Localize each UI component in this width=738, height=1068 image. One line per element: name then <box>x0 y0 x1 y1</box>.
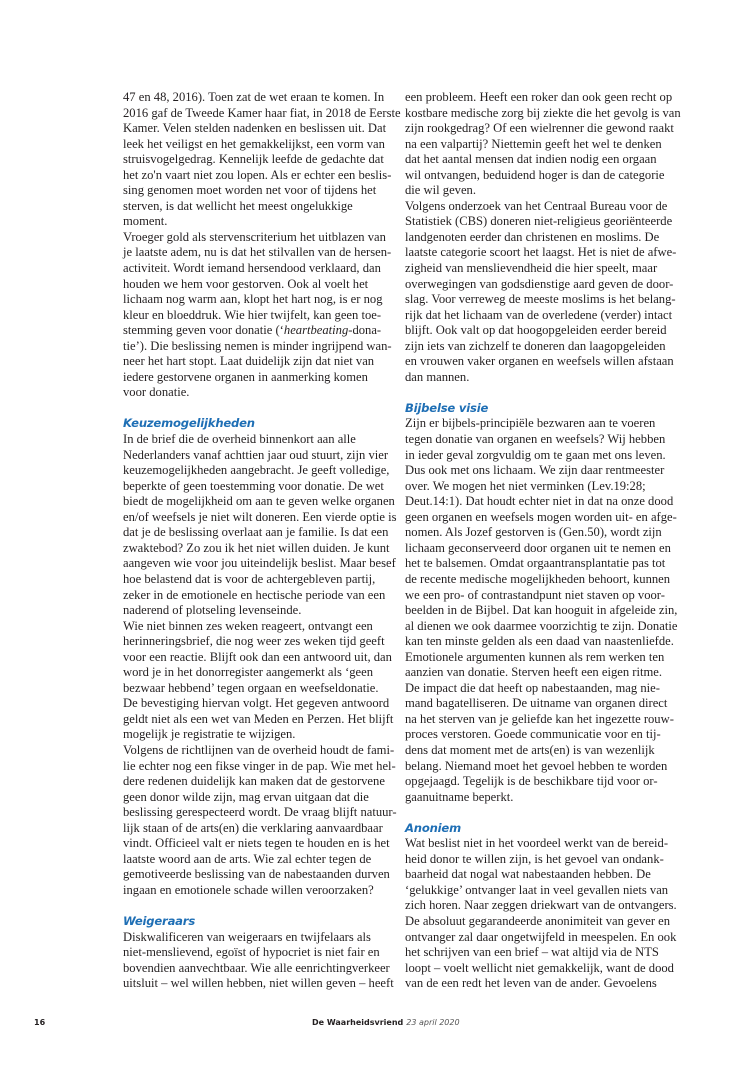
text-line: De impact die dat heeft op nabestaanden, mag nie- <box>405 680 660 695</box>
text-line: In de brief die de overheid binnenkort aan alle <box>123 432 356 447</box>
text-line: ontvanger zal daar ongetwijfeld in meespelen. En ook <box>405 929 677 944</box>
text-line: lichaam nog warm aan, klopt het hart nog, is er nog <box>123 292 383 307</box>
text-line: keuzemogelijkheden aangebracht. Je geeft volledige, <box>123 463 390 478</box>
text-line: rijk dat het lichaam van de overledene (verder) intact <box>405 307 673 322</box>
text-line: en/of weefsels je niet wilt doneren. Een vierde optie is <box>123 509 397 524</box>
text-line: lichaam geconserveerd door organen uit te nemen en <box>405 540 671 555</box>
text-line: Vroeger gold als stervenscriterium het uitblazen van <box>123 229 386 244</box>
text-line: geldt niet als een wet van Meden en Perzen. Het blijft <box>123 711 394 726</box>
text-line: je laatste adem, nu is dat het stilvallen van de hersen- <box>123 245 392 260</box>
text-line: leek het veiligst en het gemakkelijkst, een vorm van <box>123 136 385 151</box>
text-line: 2016 gaf de Tweede Kamer haar fiat, in 2018 de Eerste <box>123 105 401 120</box>
text-line: vindt. Officieel valt er niets tegen te houden en is het <box>123 836 390 851</box>
text-line: lijk staan of de arts(en) die verklaring aanvaardbaar <box>123 820 383 835</box>
text-line: kan ten minste gelden als een daad van naastenliefde. <box>405 634 674 649</box>
section-heading-weigeraars: Weigeraars <box>123 913 196 928</box>
text-line: na een valpartij? Niettemin geeft het wel te denken <box>405 136 662 151</box>
text-line: gemotiveerde beslissing van de nabestaanden durven <box>123 867 390 882</box>
footer-masthead <box>312 1018 460 1027</box>
text-line: tie’). Die beslissing nemen is minder ingrijpend wan- <box>123 338 392 353</box>
text-line: aangeven wie voor jou uiteindelijk beslist. Maar besef <box>123 556 396 571</box>
text-line: al dienen we ook daarmee voorzichtig te zijn. Donatie <box>405 618 678 633</box>
text-line: niet-menslievend, egoïst of hypocriet is niet fair en <box>123 945 380 960</box>
text-line: een probleem. Heeft een roker dan ook geen recht op <box>405 90 673 104</box>
text-line: Zijn er bijbels-principiële bezwaren aan te voeren <box>405 416 656 431</box>
paragraph-group <box>123 339 399 401</box>
text-line: voor een reactie. Blijft ook dan een antwoord uit, dan <box>123 649 392 664</box>
text-line: mand bagatelliseren. De uitname van organen direct <box>405 696 668 711</box>
paragraph-group <box>123 930 399 992</box>
text-line: Wat beslist niet in het voordeel werkt van de bereid- <box>405 836 669 851</box>
text-line: kostbare medische zorg bij ziekte die het gevolg is van <box>405 105 681 120</box>
text-line: tegen donatie van organen en weefsels? Wij hebben <box>405 432 666 447</box>
paragraph-group <box>405 90 681 385</box>
left-column <box>123 90 399 992</box>
text-line: neer het hart stopt. Laat duidelijk zijn dat niet van <box>123 354 375 369</box>
text-line: herinneringsbrief, die nog weer zes weken tijd geeft <box>123 634 385 649</box>
right-column <box>405 90 681 992</box>
text-line: nomen. Als Jozef gestorven is (Gen.50), wordt zijn <box>405 525 662 540</box>
text-line: laatste categorie scoort het laagst. Het is niet de afwe- <box>405 245 677 260</box>
text-line: over. We mogen het niet verminken (Lev.19:28; <box>405 478 646 493</box>
text-line: struisvogelgedrag. Kennelijk leefde de gedachte dat <box>123 152 384 167</box>
text-line: die wil geven. <box>405 183 476 198</box>
text-line: sterven, is dat wellicht het meest ongelukkige <box>123 198 353 213</box>
paragraph-group <box>405 836 681 991</box>
text-line: het schrijven van een brief – wat altijd via de NTS <box>405 945 659 960</box>
text-line: gaanuitname beperkt. <box>405 789 514 804</box>
text-line: aanzien van donatie. Sterven heeft een eigen ritme. <box>405 665 663 680</box>
section-heading-bijbelse-visie: Bijbelse visie <box>405 400 489 415</box>
text-line: Nederlanders vanaf achttien jaar oud stuurt, zijn vier <box>123 447 389 462</box>
text-line: bezwaar hebbend’ tegen orgaan en weefseldonatie. <box>123 680 379 695</box>
text-line: houden we hem voor gestorven. Ook al voelt het <box>123 276 369 291</box>
text-line: landgenoten eerder dan christenen en moslims. De <box>405 229 660 244</box>
text-line: geen donor wilde zijn, mag ervan uitgaan dat die <box>123 789 369 804</box>
text-line: ‘gelukkige’ ontvanger laat in veel gevallen niets van <box>405 882 669 897</box>
text-line: voor donatie. <box>123 385 190 400</box>
text-line: we een pro- of contrastandpunt niet staven op voor- <box>405 587 665 602</box>
text-line: De bevestiging hiervan volgt. Het gegeven antwoord <box>123 696 390 711</box>
text-line: beperkte of geen toestemming voor donatie. De wet <box>123 478 384 493</box>
text-line: zijn rookgedrag? Of een wielrenner die gewond raakt <box>405 121 674 136</box>
text-line: heid donor te willen zijn, is het gevoel van ondank- <box>405 851 664 866</box>
text-line: laatste woord aan de arts. Wie zal echter tegen de <box>123 851 372 866</box>
text-line: van de een redt het leven van de ander. Gevoelens <box>405 976 657 991</box>
paragraph-group <box>405 416 681 805</box>
text-line: geen organen en weefsels mogen worden uit- en afge- <box>405 509 677 524</box>
section-heading-anoniem: Anoniem <box>405 820 461 835</box>
text-line: zich horen. Naar zeggen driekwart van de ontvangers. <box>405 898 677 913</box>
text-line: Deut.14:1). Dat houdt echter niet in dat na onze dood <box>405 494 674 509</box>
text-line: wil ontvangen, beduidend hoger is dan de categorie <box>405 167 665 182</box>
text-line: word je in het donorregister aangemerkt als ‘geen <box>123 665 374 680</box>
text-line: het te balsemen. Omdat orgaantransplantatie pas tot <box>405 556 666 571</box>
text-line: dat je de beslissing overlaat aan je familie. Is dat een <box>123 525 389 540</box>
text-line: beelden in de Bijbel. Dat kan hooguit in afgeleide zin, <box>405 603 678 618</box>
text-line: 47 en 48, 2016). Toen zat de wet eraan te komen. In <box>123 90 385 104</box>
text-line: dere redenen duidelijk kan maken dat de gestorvene <box>123 774 385 789</box>
text-line: na het sterven van je geliefde kan het ingezette rouw- <box>405 711 674 726</box>
text-line: hoe belastend dat is voor de achtergebleven partij, <box>123 571 376 586</box>
text-line: zwaktebod? Zo zou ik het niet willen duiden. Je kunt <box>123 540 390 555</box>
italic-term: heartbeating <box>283 323 349 338</box>
text-line: in ieder geval zorgvuldig om te gaan met ons leven. <box>405 447 666 462</box>
text-line: naderend of plotseling levenseinde. <box>123 603 302 618</box>
text-line: opgejaagd. Tegelijk is de beschikbare tijd voor or- <box>405 774 658 789</box>
paragraph-group <box>123 90 399 323</box>
text-line: mogelijk je registratie te wijzigen. <box>123 727 296 742</box>
text-line: zeker in de emotionele en hectische periode van een <box>123 587 386 602</box>
text-line: baarheid dat nogal wat nabestaanden hebben. De <box>405 867 651 882</box>
text-line: en vrouwen vaker organen en weefsels willen afstaan <box>405 354 674 369</box>
text-line: zigheid van menslievendheid die hier speelt, maar <box>405 261 658 276</box>
text-line: de recente medische mogelijkheden behoort, kunnen <box>405 571 671 586</box>
text-line: het zo'n vaart niet zou lopen. Als er echter een beslis- <box>123 167 392 182</box>
text-line: biedt de mogelijkheid om aan te geven welke organen <box>123 494 395 509</box>
text-line: kleur en bloeddruk. Wie hier twijfelt, kan geen toe- <box>123 307 382 322</box>
text-line: bovendien aanvechtbaar. Wie alle eenrichtingverkeer <box>123 960 390 975</box>
text-line: activiteit. Wordt iemand hersendood verklaard, dan <box>123 261 381 276</box>
issue-date: 23 april 2020 <box>406 1018 460 1027</box>
text-line: proces verstoren. Goede communicatie voor en tij- <box>405 727 661 742</box>
text-line: blijft. Ook valt op dat hoogopgeleiden eerder bereid <box>405 323 667 338</box>
text-line: belang. Niemand moet het gevoel hebben te worden <box>405 758 668 773</box>
text-line: dat het aantal mensen dat indien nodig een orgaan <box>405 152 657 167</box>
text-line: Emotionele argumenten kunnen als rem werken ten <box>405 649 665 664</box>
text-line: moment. <box>123 214 168 229</box>
text-line: Dus ook met ons lichaam. We zijn daar rentmeester <box>405 463 665 478</box>
text-line: beslissing gerespecteerd wordt. De vraag blijft natuur- <box>123 805 397 820</box>
section-heading-keuzemogelijkheden: Keuzemogelijkheden <box>123 416 255 431</box>
text-line: dens dat moment met de arts(en) is van wezenlijk <box>405 742 655 757</box>
text-line: ingaan en emotionele schade willen veroorzaken? <box>123 882 374 897</box>
text-line: uitsluit – wel willen hebben, niet willen geven – heeft <box>123 976 394 991</box>
text-line: iedere gestorvene organen in aanmerking komen <box>123 369 368 384</box>
text-line: loopt – voelt wellicht niet gemakkelijk, want de dood <box>405 960 674 975</box>
text-line: zijn iets van zichzelf te doneren dan laagopgeleiden <box>405 338 666 353</box>
page-number: 16 <box>34 1018 46 1027</box>
text-line: Volgens de richtlijnen van de overheid houdt de fami- <box>123 742 395 757</box>
text-line: lie echter nog een fikse vinger in de pap. Wie met hel- <box>123 758 396 773</box>
text-line: sing genomen moet worden net voor of tijdens het <box>123 183 377 198</box>
magazine-name: De Waarheidsvriend <box>312 1018 404 1027</box>
text-line: Diskwalificeren van weigeraars en twijfelaars als <box>123 929 371 944</box>
text-line: Statistiek (CBS) doneren niet-religieus georiënteerde <box>405 214 673 229</box>
text-line: Volgens onderzoek van het Centraal Bureau voor de <box>405 198 668 213</box>
text-line: slag. Voor verreweg de meeste moslims is het belang- <box>405 292 676 307</box>
text-line: dan mannen. <box>405 369 470 384</box>
text-line: overwegingen van godsdienstige aard geven de door- <box>405 276 674 291</box>
paragraph-group <box>123 432 399 898</box>
text-line: stemming geven voor donatie (‘heartbeating-dona- <box>123 323 382 338</box>
text-line: De absoluut gegarandeerde anonimiteit van gever en <box>405 913 671 928</box>
text-line: Kamer. Velen stelden nadenken en beslissen uit. Dat <box>123 121 387 136</box>
text-line: Wie niet binnen zes weken reageert, ontvangt een <box>123 618 373 633</box>
